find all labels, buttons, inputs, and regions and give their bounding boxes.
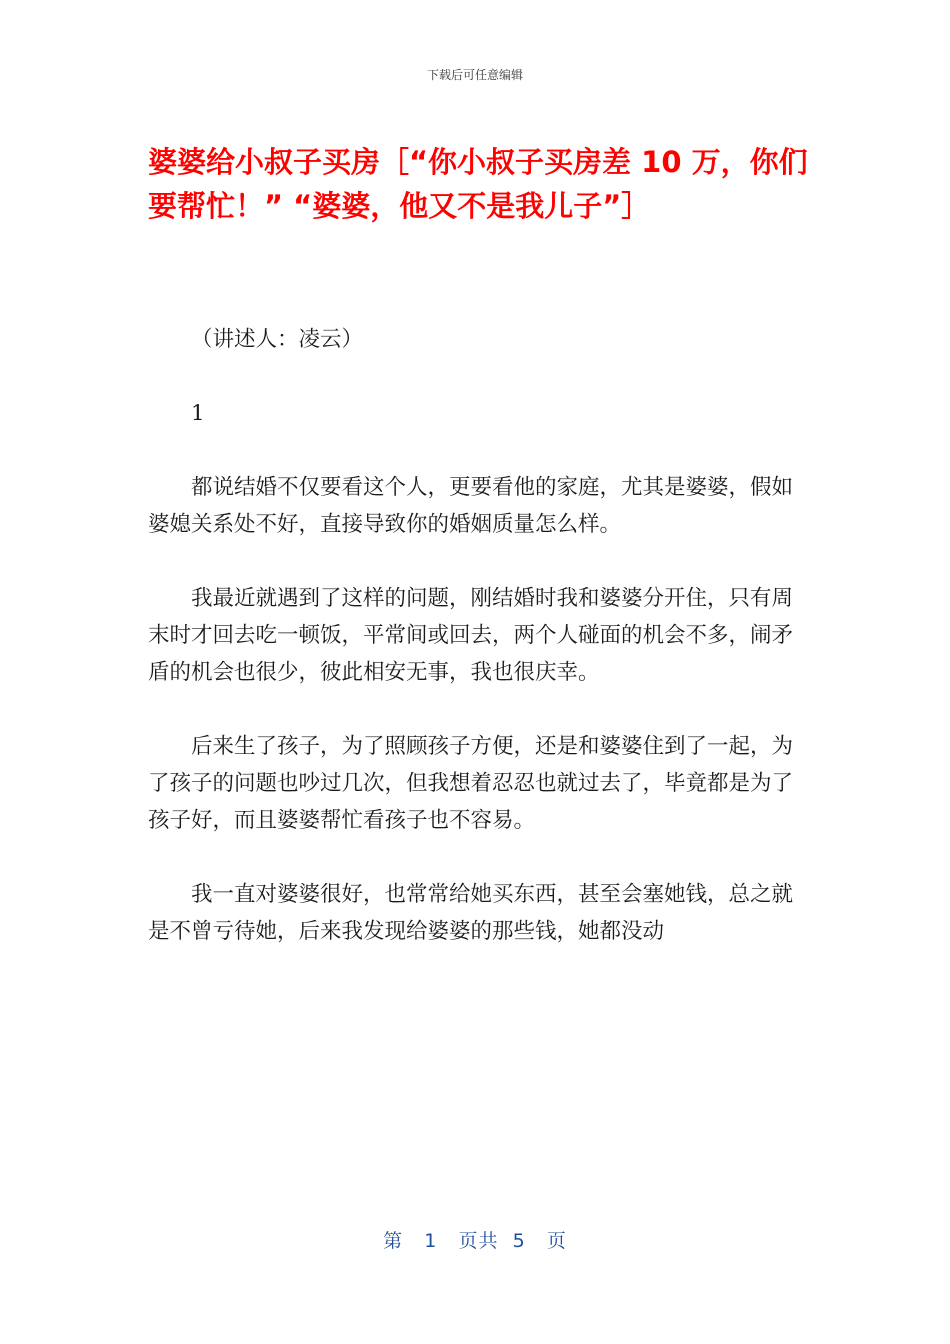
paragraph: 我一直对婆婆很好，也常常给她买东西，甚至会塞她钱，总之就是不曾亏待她，后来我发现给婆婆的那些钱，她都没动 — [148, 882, 794, 944]
paragraph: 后来生了孩子，为了照顾孩子方便，还是和婆婆住到了一起，为了孩子的问题也吵过几次，但我想着忍忍也就过去了，毕竟都是为了孩子好，而且婆婆帮忙看孩子也不容易。 — [148, 734, 794, 833]
page-total: 5 — [512, 1230, 526, 1252]
narrator-line: （讲述人：凌云） — [191, 327, 364, 352]
page-middle: 页共 — [458, 1230, 499, 1252]
page-prefix: 第 — [383, 1230, 404, 1252]
paragraph: 都说结婚不仅要看这个人，更要看他的家庭，尤其是婆婆，假如婆媳关系处不好，直接导致你的婚姻质量怎么样。 — [148, 475, 794, 537]
page-current: 1 — [424, 1230, 438, 1252]
section-number: 1 — [191, 401, 205, 426]
header-note: 下载后可任意编辑 — [426, 68, 523, 82]
document-body — [148, 321, 808, 987]
page-suffix: 页 — [546, 1230, 567, 1252]
paragraph: 我最近就遇到了这样的问题，刚结婚时我和婆婆分开住，只有周末时才回去吃一顿饭，平常间或回去，两个人碰面的机会不多，闹矛盾的机会也很少，彼此相安无事，我也很庆幸。 — [148, 586, 794, 685]
page-footer — [0, 1226, 950, 1253]
document-title: 婆婆给小叔子买房［“你小叔子买房差 10 万，你们要帮忙！” “婆婆，他又不是我儿子”］ — [148, 145, 808, 223]
